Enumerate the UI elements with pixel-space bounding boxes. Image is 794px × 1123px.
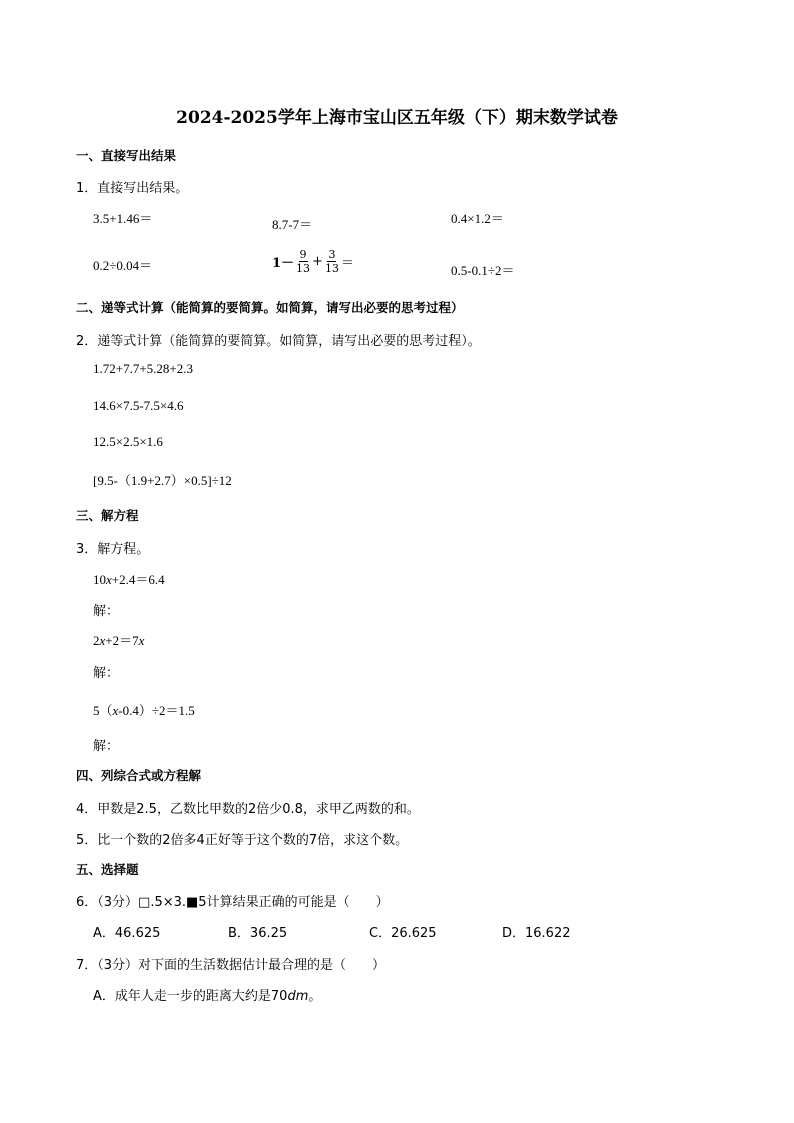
eq3-var: x: [112, 703, 119, 718]
q7-option-a-unit: dm: [287, 989, 309, 1004]
q6-option-a: A．46.625: [93, 926, 161, 941]
section-heading-1: 一、直接写出结果: [76, 148, 177, 163]
fraction-lead: 1－: [272, 256, 295, 271]
plus-sign: +: [312, 254, 323, 269]
eq2-rest: +2＝7: [105, 633, 139, 648]
q1-item-2: 8.7-7＝: [272, 217, 313, 232]
q1-item-1: 3.5+1.46＝: [93, 211, 153, 226]
eq2-var: x: [99, 633, 106, 648]
equation-3: [93, 700, 195, 719]
question-3-stem: 3．解方程。: [76, 542, 150, 557]
eq3-rest: -0.4）÷2＝1.5: [118, 703, 195, 718]
question-4-stem: 4．甲数是2.5，乙数比甲数的2倍少0.8，求甲乙两数的和。: [76, 802, 420, 817]
fraction-denominator: 13: [296, 262, 311, 275]
q2-item-4: [9.5-（1.9+2.7）×0.5]÷12: [93, 473, 232, 488]
section-heading-3: 三、解方程: [76, 508, 139, 523]
answer-label-2: 解：: [93, 666, 120, 681]
q2-item-1: 1.72+7.7+5.28+2.3: [93, 361, 193, 376]
eq2-var-right: x: [138, 633, 145, 648]
eq1-coef: 10: [93, 572, 106, 587]
q6-option-b: B．36.25: [228, 926, 288, 941]
fraction-3-13: [325, 248, 339, 275]
section-heading-4: 四、列综合式或方程解: [76, 768, 202, 783]
question-6-stem: 6．（3分）□.5×3.■5计算结果正确的可能是（ ）: [76, 895, 389, 910]
q7-option-a-text: A．成年人走一步的距离大约是70: [93, 989, 288, 1004]
section-heading-5: 五、选择题: [76, 862, 139, 877]
q1-item-4: 0.2÷0.04＝: [93, 258, 153, 273]
q1-item-fraction-expression: [272, 248, 354, 275]
eq3-lead: 5（: [93, 703, 113, 718]
page-title: 2024-2025学年上海市宝山区五年级（下）期末数学试卷: [176, 108, 618, 128]
question-2-stem: 2．递等式计算（能简算的要简算。如简算，请写出必要的思考过程）。: [76, 334, 481, 349]
q7-option-a: [93, 985, 321, 1004]
equation-1: [93, 569, 165, 588]
fraction-9-13: [296, 248, 310, 275]
q7-option-a-end: 。: [308, 989, 322, 1004]
question-7-stem: 7．（3分）对下面的生活数据估计最合理的是（ ）: [76, 958, 386, 973]
eq1-var: x: [106, 572, 112, 587]
section-heading-2: 二、递等式计算（能简算的要简算。如简算，请写出必要的思考过程）: [76, 300, 464, 315]
question-5-stem: 5．比一个数的2倍多4正好等于这个数的7倍，求这个数。: [76, 833, 409, 848]
eq2-coef: 2: [93, 633, 100, 648]
q1-item-3: 0.4×1.2＝: [451, 211, 504, 226]
question-1-stem: 1．直接写出结果。: [76, 181, 189, 196]
fraction-numerator: 3: [328, 248, 336, 261]
answer-label-1: 解：: [93, 604, 120, 619]
fraction-denominator: 13: [324, 262, 339, 275]
q2-item-3: 12.5×2.5×1.6: [93, 434, 163, 449]
q6-option-d: D．16.622: [502, 926, 571, 941]
q2-item-2: 14.6×7.5-7.5×4.6: [93, 398, 184, 413]
q6-option-c: C．26.625: [369, 926, 437, 941]
q1-item-5: 0.5-0.1÷2＝: [451, 263, 515, 278]
equation-2: [93, 630, 144, 649]
eq1-rest: +2.4＝6.4: [111, 572, 165, 587]
fraction-numerator: 9: [299, 248, 307, 261]
answer-label-3: 解：: [93, 739, 120, 754]
equals-sign: ＝: [340, 256, 354, 271]
